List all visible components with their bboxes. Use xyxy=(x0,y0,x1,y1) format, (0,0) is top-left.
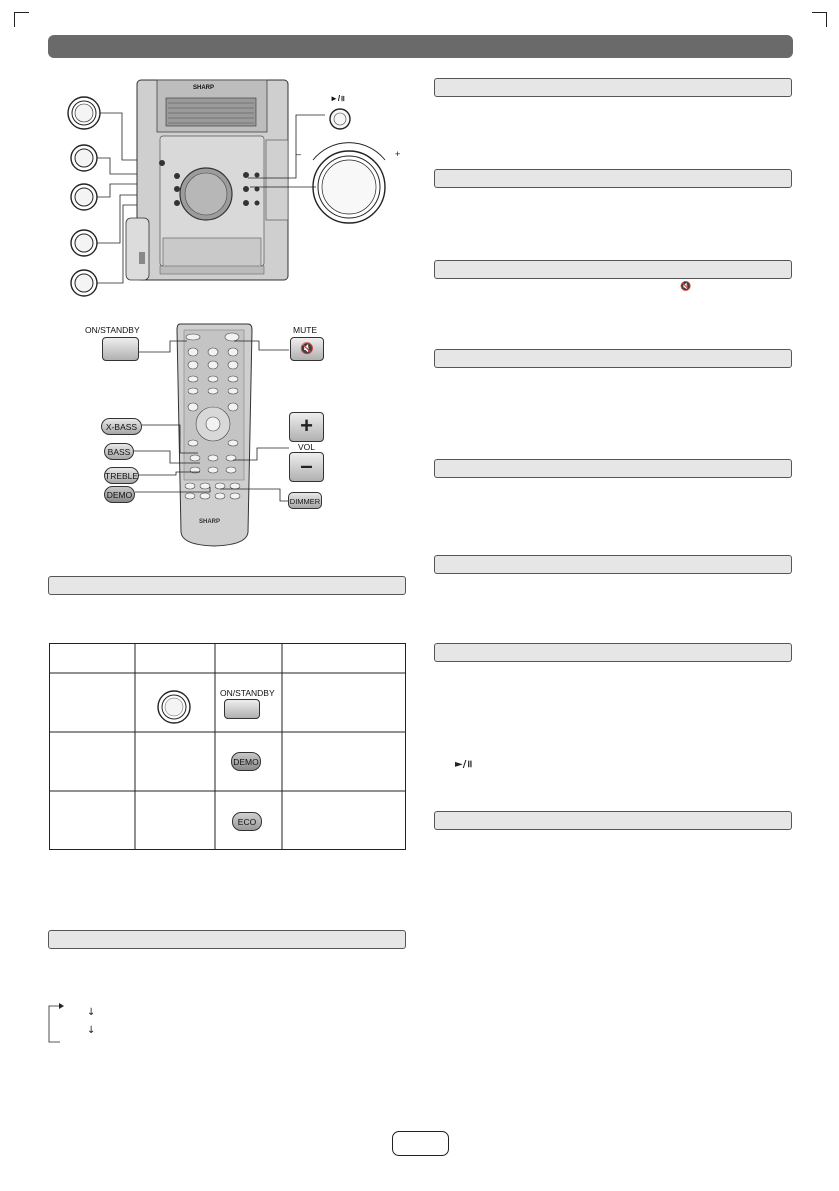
callout-x-bass: X-BASS xyxy=(101,418,142,435)
section-bar-8 xyxy=(434,811,792,830)
header-bar xyxy=(48,35,793,58)
callout-dimmer: DIMMER xyxy=(288,492,322,509)
power-table xyxy=(49,643,406,850)
callout-vol-label: VOL xyxy=(298,442,316,452)
callout-mute-button xyxy=(290,337,324,361)
page-number-box xyxy=(392,1131,449,1156)
crop-mark-top-left xyxy=(14,12,29,27)
main-unit-illustration xyxy=(56,76,416,298)
callout-vol-plus: + xyxy=(289,412,324,442)
play-pause-label: ►/॥ xyxy=(330,94,345,103)
section-bar-3 xyxy=(434,260,792,279)
section-bar-6 xyxy=(434,555,792,574)
callout-on-standby-button xyxy=(102,337,139,361)
arrow-down-icon: ↓ xyxy=(87,1025,96,1036)
mute-icon: 🔇 xyxy=(300,342,314,355)
arrow-down-icon: ↓ xyxy=(87,1007,96,1018)
table-demo-button: DEMO xyxy=(231,752,261,771)
mute-icon: 🔇 xyxy=(680,282,692,292)
volume-knob-illustration xyxy=(313,143,385,223)
device-brand: SHARP xyxy=(193,85,215,91)
side-knobs xyxy=(68,97,100,296)
play-pause-icon: ►/॥ xyxy=(455,759,473,770)
section-bar-1 xyxy=(434,78,792,97)
remote-brand: SHARP xyxy=(199,519,221,525)
unit-body xyxy=(126,80,288,280)
callout-treble: TREBLE xyxy=(104,467,139,484)
section-bar-mode xyxy=(48,930,406,949)
section-bar-power xyxy=(48,576,406,595)
crop-mark-top-right xyxy=(812,12,827,27)
section-bar-2 xyxy=(434,169,792,188)
table-eco-button: ECO xyxy=(232,812,262,831)
volume-plus-label: + xyxy=(395,149,401,159)
callout-bass: BASS xyxy=(104,443,134,460)
callout-on-standby-label: ON/STANDBY xyxy=(85,325,140,335)
cycle-diagram xyxy=(46,995,106,1045)
callout-vol-minus: – xyxy=(289,452,324,482)
callout-demo: DEMO xyxy=(104,486,135,503)
volume-minus-label: – xyxy=(296,149,302,159)
section-bar-5 xyxy=(434,459,792,478)
section-bar-7 xyxy=(434,643,792,662)
section-bar-4 xyxy=(434,349,792,368)
table-on-standby-button xyxy=(224,699,260,719)
table-on-standby-label: ON/STANDBY xyxy=(220,688,275,698)
callout-mute-label: MUTE xyxy=(293,325,318,335)
